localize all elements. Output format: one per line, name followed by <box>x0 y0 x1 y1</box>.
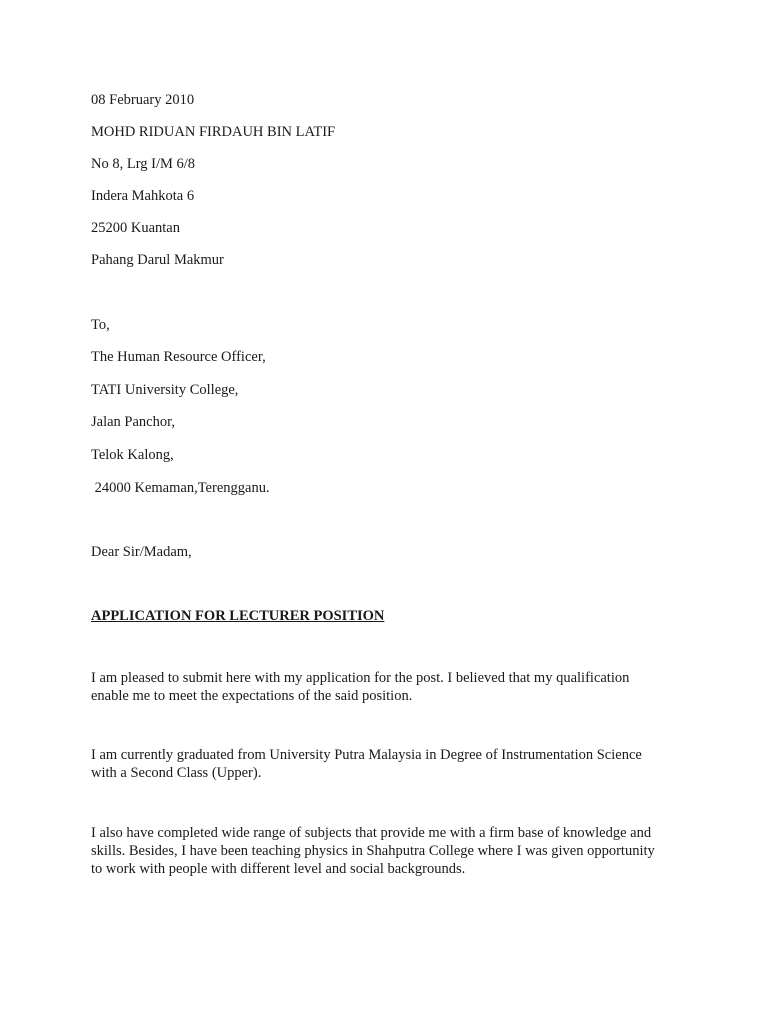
letter-subject: APPLICATION FOR LECTURER POSITION <box>91 608 385 624</box>
recipient-to: To, <box>91 317 110 333</box>
sender-address-line: Indera Mahkota 6 <box>91 188 195 204</box>
recipient-line: The Human Resource Officer, <box>91 349 266 365</box>
paragraph-line: enable me to meet the expectations of the said position. <box>91 688 413 704</box>
paragraph-line: to work with people with different level and social backgrounds. <box>91 861 466 877</box>
paragraph-line: I am currently graduated from University Putra Malaysia in Degree of Instrumentation Science <box>91 747 642 763</box>
recipient-line: Jalan Panchor, <box>91 414 175 430</box>
sender-address-line: No 8, Lrg I/M 6/8 <box>91 156 196 172</box>
recipient-line: Telok Kalong, <box>91 447 174 463</box>
letter-date: 08 February 2010 <box>91 92 195 108</box>
salutation: Dear Sir/Madam, <box>91 544 192 560</box>
paragraph-line: skills. Besides, I have been teaching physics in Shahputra College where I was given opportunity <box>91 843 655 859</box>
recipient-line: TATI University College, <box>91 382 239 398</box>
paragraph-line: with a Second Class (Upper). <box>91 765 262 781</box>
recipient-line: 24000 Kemaman,Terengganu. <box>91 480 270 496</box>
paragraph-line: I also have completed wide range of subjects that provide me with a firm base of knowledge and <box>91 825 652 841</box>
body-paragraph <box>91 824 711 878</box>
body-paragraph <box>91 669 711 705</box>
paragraph-line: I am pleased to submit here with my application for the post. I believed that my qualification <box>91 670 630 686</box>
sender-address-line: Pahang Darul Makmur <box>91 252 224 268</box>
sender-address-line: 25200 Kuantan <box>91 220 180 236</box>
sender-name: MOHD RIDUAN FIRDAUH BIN LATIF <box>91 124 336 140</box>
body-paragraph <box>91 746 711 782</box>
